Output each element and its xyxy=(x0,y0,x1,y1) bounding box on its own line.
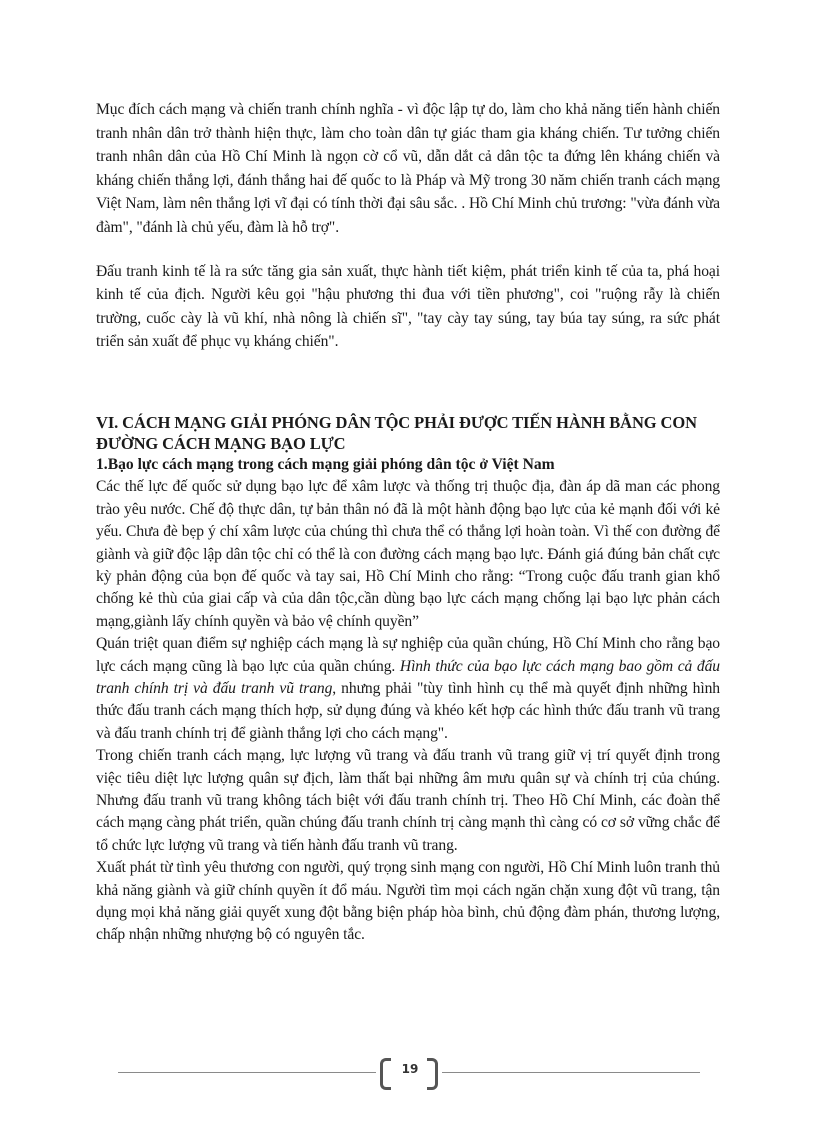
paragraph-people-war: Mục đích cách mạng và chiến tranh chính nghĩa - vì độc lập tự do, làm cho khả năng tiến hành chiến tranh nhân dân trở thành hiện thực, làm cho toàn dân tự giác tham gia kháng chiến. Tư tưởng chiến tranh nhân dân của Hồ Chí Minh là ngọn cờ cổ vũ, dẫn dắt cả dân tộc ta đứng lên kháng chiến và kháng chiến thắng lợi, đánh thắng hai đế quốc to là Pháp và Mỹ trong 30 năm chiến tranh cách mạng Việt Nam, làm nên thắng lợi vĩ đại có tính thời đại sâu sắc. . Hồ Chí Minh chủ trương: "vừa đánh vừa đàm", "đánh là chủ yếu, đàm là hỗ trợ". xyxy=(96,101,720,236)
page-number: 19 xyxy=(401,1062,419,1076)
page-body xyxy=(96,98,720,947)
paragraph-revolutionary-violence xyxy=(96,633,720,745)
paragraph-italic-text: Hình thức của bạo lực cách mạng bao gồm cả đấu tranh chính trị và đấu tranh vũ trang xyxy=(96,657,720,697)
subsection-heading: 1.Bạo lực cách mạng trong cách mạng giải phóng dân tộc ở Việt Nam xyxy=(96,455,555,473)
footer-rule-left xyxy=(118,1072,376,1073)
paragraph-text: , nhưng phải "tùy tình hình cụ thể mà quyết định những hình thức đấu tranh cách mạng thích hợp, sử dụng đúng và khéo kết hợp các hình thức đấu tranh vũ trang và đấu tranh chính trị để giành thắng lợi cho cách mạng". xyxy=(96,680,720,742)
footer-rule-right xyxy=(442,1072,700,1073)
section-heading: VI. CÁCH MẠNG GIẢI PHÓNG DÂN TỘC PHẢI ĐƯỢC TIẾN HÀNH BẰNG CON ĐƯỜNG CÁCH MẠNG BẠO LỰC xyxy=(96,412,697,453)
page-footer xyxy=(118,1058,700,1086)
right-bracket-icon xyxy=(427,1058,438,1090)
paragraph-armed-struggle: Trong chiến tranh cách mạng, lực lượng vũ trang và đấu tranh vũ trang giữ vị trí quyết định trong việc tiêu diệt lực lượng quân sự địch, làm thất bại những âm mưu quân sự và chính trị của chúng. Nhưng đấu tranh vũ trang không tách biệt với đấu tranh chính trị. Theo Hồ Chí Minh, các đoàn thể cách mạng càng phát triển, quần chúng đấu tranh chính trị càng mạnh thì càng có cơ sở vững chắc để tổ chức lực lượng vũ trang và tiến hành đấu tranh vũ trang. xyxy=(96,747,720,854)
paragraph-text: Quán triệt quan điểm sự nghiệp cách mạng là sự nghiệp của quần chúng, Hồ Chí Minh cho rằng bạo lực cách mạng cũng là bạo lực của quần chúng. xyxy=(96,635,720,675)
paragraph-imperialist-violence: Các thế lực đế quốc sử dụng bạo lực để xâm lược và thống trị thuộc địa, đàn áp dã man các phong trào yêu nước. Chế độ thực dân, tự bản thân nó đã là một hành động bạo lực của kẻ mạnh đối với kẻ yếu. Chưa đè bẹp ý chí xâm lược của chúng thì chưa thể có thắng lợi hoàn toàn. Vì thế con đường để giành và giữ độc lập dân tộc chỉ có thể là con đường cách mạng bạo lực. Đánh giá đúng bản chất cực kỳ phản động của bọn đế quốc và tay sai, Hồ Chí Minh cho rằng: “Trong cuộc đấu tranh gian khổ chống kẻ thù của giai cấp và của dân tộc,cần dùng bạo lực cách mạng chống lại bạo lực phản cách mạng,giành lấy chính quyền và bảo vệ chính quyền” xyxy=(96,478,720,630)
paragraph-economic-struggle: Đấu tranh kinh tế là ra sức tăng gia sản xuất, thực hành tiết kiệm, phát triển kinh tế của ta, phá hoại kinh tế của địch. Người kêu gọi "hậu phương thi đua với tiền phương", coi "ruộng rẫy là chiến trường, cuốc cày là vũ khí, nhà nông là chiến sĩ", "tay cày tay súng, tay búa tay súng, ra sức phát triển sản xuất để phục vụ kháng chiến". xyxy=(96,262,720,351)
paragraph-peaceful-means: Xuất phát từ tình yêu thương con người, quý trọng sinh mạng con người, Hồ Chí Minh luôn tranh thủ khả năng giành và giữ chính quyền ít đổ máu. Người tìm mọi cách ngăn chặn xung đột vũ trang, tận dụng mọi khả năng giải quyết xung đột bằng biện pháp hòa bình, chủ động đàm phán, thương lượng, chấp nhận những nhượng bộ có nguyên tắc. xyxy=(96,859,720,944)
